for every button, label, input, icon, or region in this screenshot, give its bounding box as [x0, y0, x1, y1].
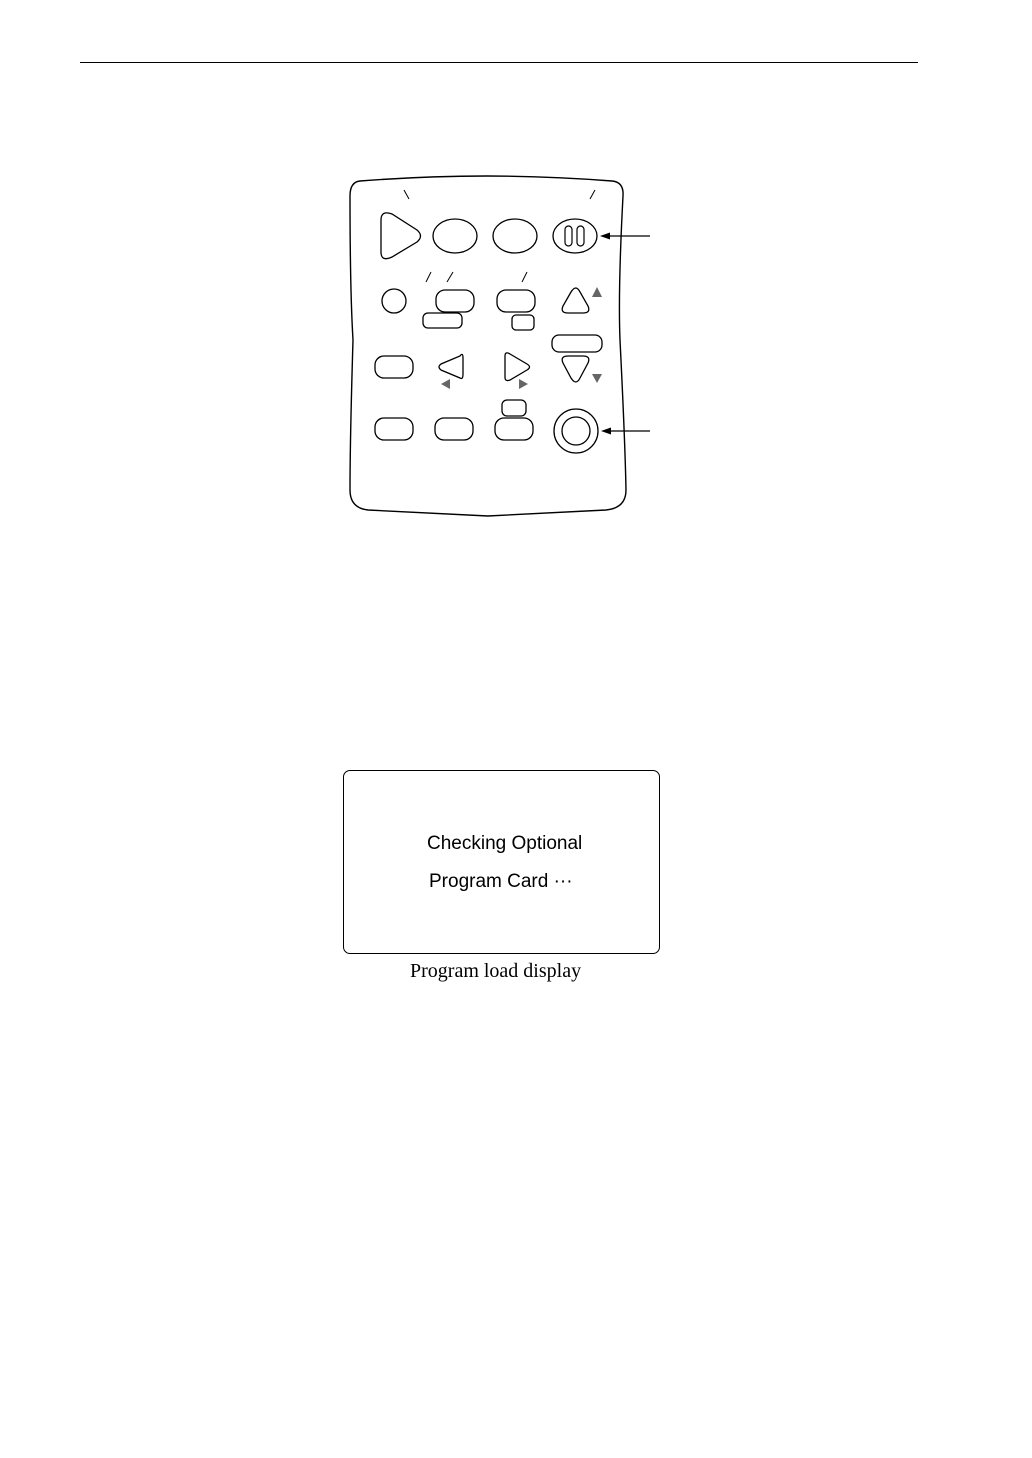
left-button[interactable]	[439, 354, 463, 378]
key-button[interactable]	[423, 313, 462, 328]
up-button[interactable]	[562, 288, 589, 313]
play-button[interactable]	[381, 213, 421, 259]
label-tick	[404, 190, 409, 199]
key-button[interactable]	[375, 356, 413, 378]
display-message-line1: Checking Optional	[427, 833, 583, 854]
label-tick	[447, 272, 453, 282]
round-key[interactable]	[382, 289, 406, 313]
right-triangle-icon	[519, 379, 528, 389]
display-message-line2: Program Card ···	[429, 871, 573, 892]
key-button[interactable]	[493, 219, 537, 253]
down-triangle-icon	[592, 374, 602, 383]
key-button[interactable]	[502, 400, 526, 416]
pointer-arrowhead	[601, 428, 611, 435]
left-triangle-icon	[441, 379, 450, 389]
keypad-diagram	[0, 0, 1032, 560]
pointer-arrowhead	[600, 233, 610, 240]
lcd-display	[343, 770, 660, 954]
key-button[interactable]	[436, 290, 474, 312]
key-button[interactable]	[495, 418, 533, 440]
down-button[interactable]	[562, 356, 589, 382]
enter-button[interactable]	[554, 409, 598, 453]
figure-caption: Program load display	[410, 960, 582, 982]
key-button[interactable]	[433, 219, 477, 253]
key-button[interactable]	[435, 418, 473, 440]
label-tick	[522, 272, 527, 282]
key-button[interactable]	[552, 335, 602, 352]
key-button[interactable]	[512, 315, 534, 330]
up-triangle-icon	[592, 287, 602, 297]
right-button[interactable]	[505, 353, 530, 381]
key-button[interactable]	[375, 418, 413, 440]
label-tick	[426, 272, 431, 282]
key-button[interactable]	[497, 290, 535, 312]
label-tick	[590, 190, 595, 199]
pause-button[interactable]	[553, 219, 597, 253]
